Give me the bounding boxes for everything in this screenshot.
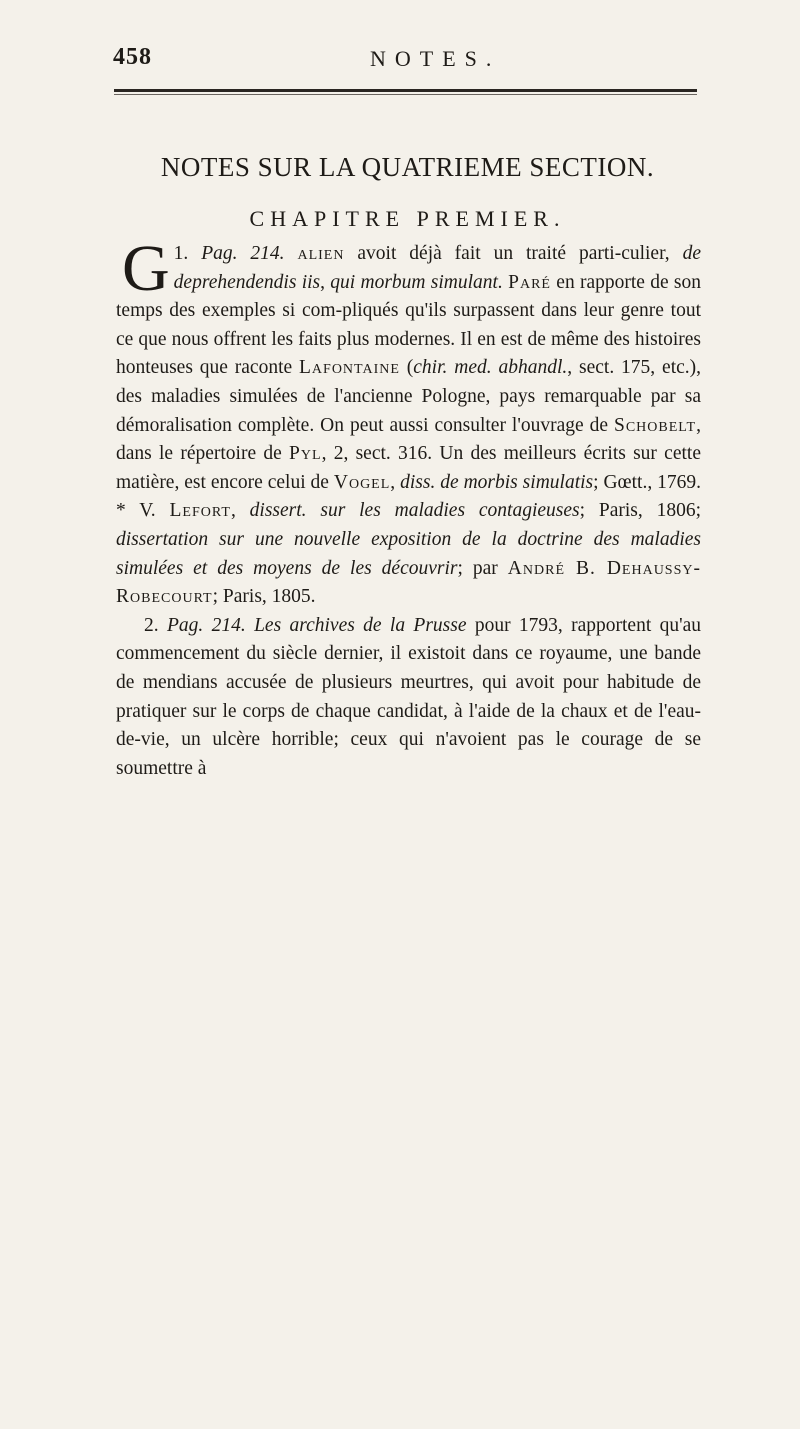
note-1-text: ,: [230, 500, 250, 522]
section-title: NOTES SUR LA QUATRIEME SECTION.: [160, 152, 655, 182]
note-2: [116, 612, 701, 784]
notes-body: [116, 232, 702, 783]
author-pyl: Pyl: [289, 443, 322, 465]
note-1-text: ,: [320, 271, 331, 293]
note-1-work-title: dissertation sur une nouvelle exposition de la doctrine des maladies simulées et des moyens de les découvrir: [116, 528, 701, 579]
note-1-work-title: chir. med. abhandl.: [413, 357, 568, 379]
note-2-work-title: Les archives de la Prusse: [254, 614, 467, 636]
author-galien: alien: [297, 243, 345, 264]
author-schobelt: Schobelt: [614, 414, 697, 436]
note-1-text: ; par: [457, 557, 508, 579]
author-pare: Paré: [508, 271, 551, 293]
author-dehaussy-robecourt: André B. Dehaussy-Robecourt: [116, 557, 701, 608]
note-1-text: , dans le répertoire de: [116, 414, 701, 465]
header-rule: [114, 89, 697, 92]
note-1: [116, 232, 702, 612]
note-1-number: 1.: [173, 243, 189, 264]
note-2-page-ref: Pag. 214.: [166, 614, 246, 636]
note-1-text: ; Paris, 1806;: [579, 500, 702, 522]
page-number: 458: [113, 44, 152, 70]
author-vogel: Vogel: [333, 471, 391, 493]
note-1-text: ,: [390, 471, 401, 493]
note-2-text: pour 1793, rapportent qu'au commencement du siècle dernier, il existoit dans ce royaume, une bande de mendians accusée de plusieurs meurtres, qui avoit pour habitude de pratiquer sur le corps de chaque candidat, à l'aide de la chaux et de l'eau-de-vie, un ulcère horrible; ceux qui n'avoient pas le courage de se soumettre à: [116, 614, 701, 779]
note-1-text: (: [399, 357, 414, 379]
chapter-title: CHAPITRE PREMIER.: [249, 206, 566, 231]
note-1-work-title: diss. de morbis simulatis: [400, 471, 594, 493]
note-1-latin-title: qui morbum simulant.: [330, 271, 503, 293]
drop-cap: G: [122, 232, 170, 305]
note-1-text: ; Gœtt., 1769. * V.: [116, 471, 702, 522]
note-1-text: , 2, sect. 316. Un des meilleurs écrits sur cette matière, est encore celui de: [116, 443, 701, 493]
note-1-text: , sect. 175, etc.), des maladies simulées de l'ancienne Pologne, pays remarquable par sa démoralisation complète. On peut aussi consulter l'ouvrage de: [116, 357, 702, 436]
author-lafontaine: Lafontaine: [299, 357, 400, 379]
note-1-page-ref: Pag. 214.: [201, 243, 285, 264]
header-rule-thin: [114, 94, 697, 95]
note-1-text: ; Paris, 1805.: [212, 586, 316, 608]
note-1-work-title: dissert. sur les maladies contagieuses: [249, 500, 580, 522]
author-lefort: Lefort: [169, 500, 231, 522]
note-1-text: avoit déjà fait un traité parti-culier,: [344, 243, 683, 264]
note-1-text: en rapporte de son temps des exemples si com-pliqués qu'ils surpassent dans leur genre tout ce que nous offrent les faits plus modernes. Il en est de même des histoires honteuses que raconte: [116, 271, 702, 379]
note-1-latin-title: de deprehendendis iis: [173, 243, 701, 293]
running-head: NOTES.: [370, 46, 501, 71]
note-2-number: 2.: [144, 614, 159, 636]
